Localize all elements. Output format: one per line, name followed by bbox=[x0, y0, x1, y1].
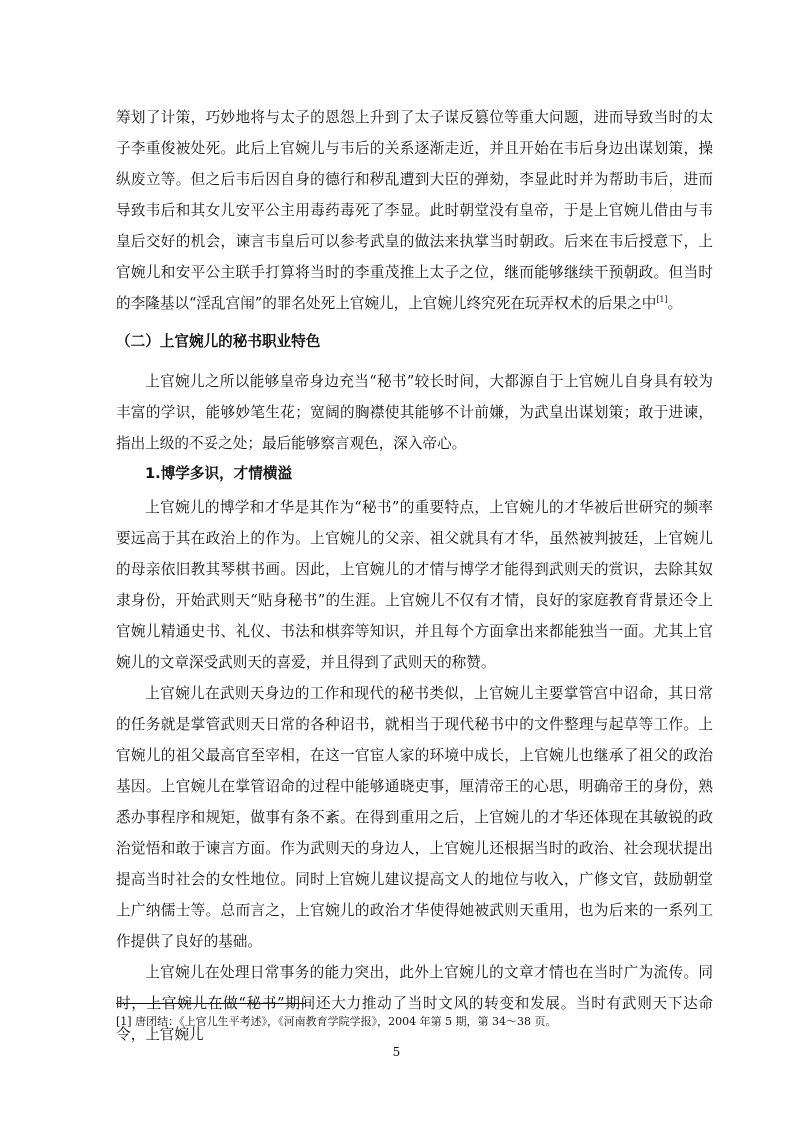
intro-paragraph-end: 。 bbox=[667, 295, 683, 312]
body-paragraph-2: 上官婉儿在武则天身边的工作和现代的秘书类似，上官婉儿主要掌管宫中诏命，其日常的任务就是掌管武则天日常的各种诏书，就相当于现代秘书中的文件整理与起草等工作。上官婉儿的祖父最高官至宰相，在这一官宦人家的环境中成长，上官婉儿也继承了祖父的政治基因。上官婉儿在掌管诏命的过程中能够通晓吏事，厘清帝王的心思，明确帝王的身份，熟悉办事程序和规矩，做事有条不紊。在得到重用之后，上官婉儿的才华还体现在其敏锐的政治觉悟和敢于谏言方面。作为武则天的身边人，上官婉儿还根据当时的政治、社会现状提出提高当时社会的女性地位。同时上官婉儿建议提高文人的地位与收入，广修文官，鼓励朝堂上广纳儒士等。总而言之，上官婉儿的政治才华使得她被武则天重用，也为后来的一系列工作提供了良好的基础。 bbox=[116, 685, 713, 950]
body-paragraph-3: 上官婉儿在处理日常事务的能力突出，此外上官婉儿的文章才情也在当时广为流传。同时，上官婉儿在做“秘书”期间还大力推动了当时文风的转变和发展。当时有武则天下达命令，上官婉儿 bbox=[116, 964, 713, 1043]
intro-paragraph-block bbox=[116, 102, 713, 319]
section-paragraph-block bbox=[116, 366, 713, 459]
intro-paragraph-text: 筹划了计策，巧妙地将与太子的恩怨上升到了太子谋反篡位等重大问题，进而导致当时的太子李重俊被处死。此后上官婉儿与韦后的关系逐渐走近，并且开始在韦后身边出谋划策，操纵废立等。但之后韦后因自身的德行和秽乱遭到大臣的弹劾，李显此时并为帮助韦后，进而导致韦后和其女儿安平公主用毒药毒死了李显。此时朝堂没有皇帝，于是上官婉儿借由与韦皇后交好的机会，谏言韦皇后可以参考武皇的做法来执掌当时朝政。后来在韦后授意下，上官婉儿和安平公主联手打算将当时的李重茂推上太子之位，继而能够继续干预朝政。但当时的李隆基以“淫乱宫闱”的罪名处死上官婉儿，上官婉儿终究死在玩弄权术的后果之中 bbox=[116, 109, 713, 312]
body-paragraph-1: 上官婉儿的博学和才华是其作为“秘书”的重要特点，上官婉儿的才华被后世研究的频率要远高于其在政治上的作为。上官婉儿的父亲、祖父就具有才华，虽然被判披廷，上官婉儿的母亲依旧教其琴棋书画。因此，上官婉儿的才情与博学才能得到武则天的赏识，去除其奴隶身份，开始武则天“贴身秘书”的生涯。上官婉儿不仅有才情，良好的家庭教育背景还令上官婉儿精通史书、礼仪、书法和棋弈等知识，并且每个方面拿出来都能独当一面。尤其上官婉儿的文章深受武则天的喜爱，并且得到了武则天的称赞。 bbox=[116, 499, 713, 671]
footnote: [1] 唐团结：《上官儿生平考述》，《河南教育学院学报》，2004 年第 5 期，第 34～38 页。 bbox=[116, 1015, 557, 1028]
body-paragraph-block bbox=[116, 492, 713, 1050]
subheading-1: 1.博学多识，才情横溢 bbox=[145, 465, 293, 482]
footnote-reference: [1] bbox=[656, 295, 668, 305]
page-number: 5 bbox=[392, 1045, 401, 1059]
intro-paragraph bbox=[116, 102, 713, 319]
section-heading: （二）上官婉儿的秘书职业特色 bbox=[116, 333, 321, 350]
footnote-divider bbox=[116, 1003, 306, 1004]
section-paragraph: 上官婉儿之所以能够皇帝身边充当“秘书”较长时间，大都源自于上官婉儿自身具有较为丰富的学识，能够妙笔生花；宽阔的胸襟使其能够不计前嫌，为武皇出谋划策；敢于进谏，指出上级的不妥之处；最后能够察言观色，深入帝心。 bbox=[116, 373, 713, 452]
